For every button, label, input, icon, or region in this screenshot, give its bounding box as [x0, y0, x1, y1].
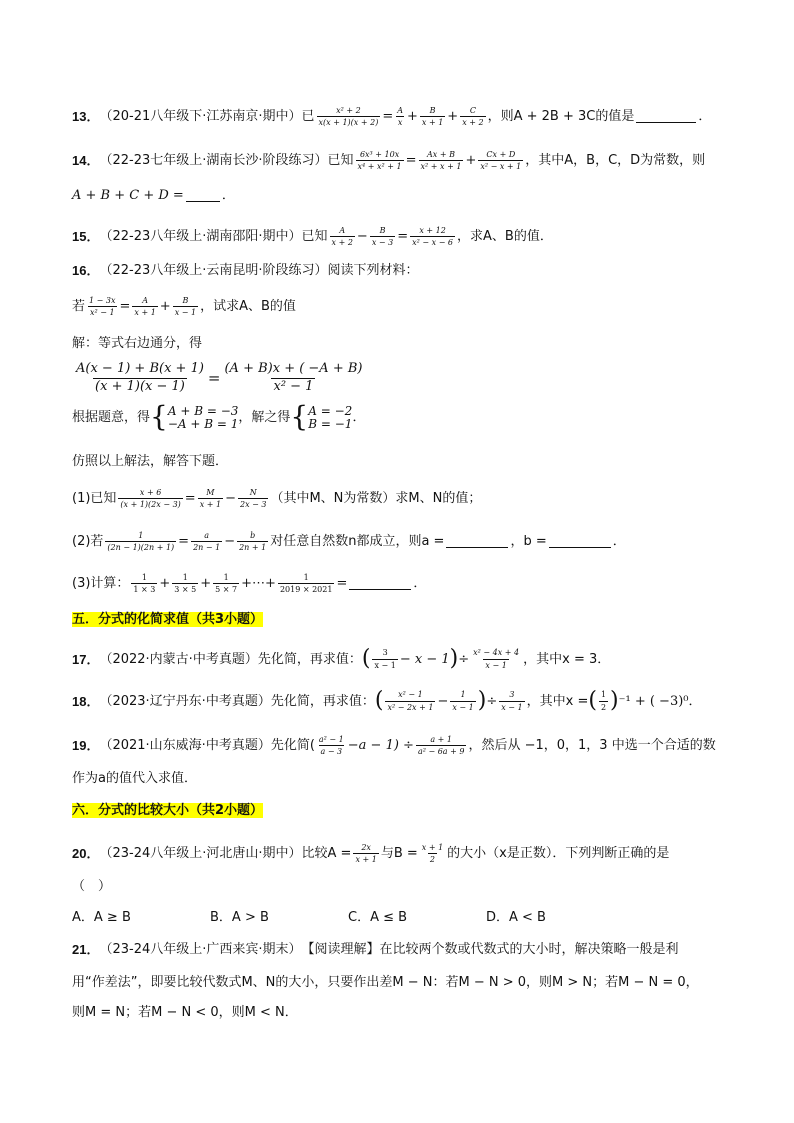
answer-blank[interactable] [349, 577, 411, 590]
question-14: 14． （22-23七年级上·湖南长沙·阶段练习） 已知 $\frac{\text{6x³ + 10x}}{\text{x⁴ + x² + 1}}$ = $\frac{Ax + B}{\text{x² + x + 1}}$ + $\frac{Cx + D}{\text{x² − x + 1}}$ ，其中A，B，C，D为常数，则 [72, 150, 706, 172]
question-13: 13． （20-21八年级下·江苏南京·期中） 已 $\frac{\text{x² + 2}}{x(x + 1)(x + 2)}$ = $\frac{A}{x}$ + $\frac{B}{x + 1}$ + $\frac{C}{x + 2}$ ，则A + 2B + 3C的值是 ． [72, 106, 712, 128]
section-5-heading: 五．分式的化简求值（共3小题） [72, 612, 264, 627]
section-6-heading: 六．分式的比较大小（共2小题） [72, 803, 264, 818]
q16-part1: (1)已知 $\frac{x + 6}{(x + 1)(2x - 3)}$ = $\frac{M}{x + 1}$ − $\frac{N}{2x - 3}$ （其中M、N为常数）求M、N的值； [72, 488, 482, 510]
question-19-line2: 作为a的值代入求值． [72, 771, 197, 786]
answer-blank-a[interactable] [446, 535, 508, 548]
q16-part3: (3)计算： $\frac{1}{1 \times 3}$ + $\frac{1}{3 \times 5}$ + $\frac{1}{5 \times 7}$ +⋯+ $\frac{1}{2019 \times 2021}$ = ． [72, 573, 427, 595]
q16-solution-intro: 解：等式右边通分，得 [72, 336, 203, 351]
question-14-line2: A + B + C + D = ． [72, 188, 235, 203]
option-a[interactable]: A．A ≥ B [72, 910, 131, 925]
q16-given: 若 $\frac{1 - 3x}{\text{x² − 1}}$ = $\frac{A}{x + 1}$ + $\frac{B}{x - 1}$ ，试求A、B的值 [72, 296, 296, 318]
question-21: 21． （23-24八年级上·广西来宾·期末） 【阅读理解】在比较两个数或代数式的大小时，解决策略一般是利 [72, 942, 679, 957]
answer-blank-b[interactable] [549, 535, 611, 548]
question-21-line3: 则M = N；若M − N < 0，则M < N． [72, 1005, 298, 1020]
question-19: 19． （2021·山东威海·中考真题） 先化简( $\frac{\text{a² − 1}}{a - 3}$ −a − 1) ÷ $\frac{a + 1}{\text{a² − 6a + 9}}$ ，然后从 −1，0，1，3 中选一个合适的数 [72, 735, 716, 757]
option-d[interactable]: D．A < B [486, 910, 546, 925]
question-15: 15． （22-23八年级上·湖南邵阳·期中） 已知 $\frac{A}{x + 2}$ − $\frac{B}{x - 3}$ = $\frac{x + 12}{\text{x² − x − 6}}$ ，求A、B的值． [72, 226, 553, 248]
q16-system: 根据题意，得 { A + B = −3 −A + B = 1 ，解之得 { A = −2 B = −1 ． [72, 400, 366, 434]
question-16: 16． （22-23八年级上·云南昆明·阶段练习） 阅读下列材料： [72, 263, 419, 278]
fraction: $\frac{\text{x² + 2}}{x(x + 1)(x + 2)}$ [318, 106, 379, 128]
q16-imitate: 仿照以上解法，解答下题． [72, 454, 229, 469]
question-21-line2: 用“作差法”，即要比较代数式M、N的大小，只要作出差M − N：若M − N > 0，则M > N；若M − N = 0， [72, 975, 699, 990]
option-b[interactable]: B．A > B [210, 910, 269, 925]
question-17: 17． （2022·内蒙古·中考真题） 先化简，再求值： ( $\frac{3}{x - 1}$ − x − 1 ) ÷ $\frac{\text{x² − 4x + 4}}{x - 1}$ ，其中x = 3． [72, 646, 611, 671]
question-20-options [72, 911, 624, 924]
option-c[interactable]: C．A ≤ B [348, 910, 408, 925]
q16-equation: $\frac{A(x - 1) + B(x + 1)}{(x + 1)(x - 1)}$ = $\frac{(A + B)x + ( -A + B)}{\text{x² − 1}}$ [76, 361, 363, 394]
question-20: 20． （23-24八年级上·河北唐山·期中） 比较A = $\frac{2x}{x + 1}$ 与B = $\frac{x + 1}{2}$ 的大小（x是正数）．下列判断正确的是 [72, 843, 670, 865]
answer-blank[interactable] [636, 110, 696, 123]
question-18: 18． （2023·辽宁丹东·中考真题） 先化简，再求值： ( $\frac{\text{x² − 1}}{\text{x² − 2x + 1}}$ − $\frac{1}{x - 1}$ ) ÷ $\frac{3}{x - 1}$ ，其中x = ( $\frac{1}{2}$ ) ⁻¹ + ( −3)⁰． [72, 688, 702, 713]
q16-part2: (2)若 $\frac{1}{(2n - 1)(2n + 1)}$ = $\frac{a}{2n - 1}$ − $\frac{b}{2n + 1}$ 对任意自然数n都成立，则a = ，b = ． [72, 531, 626, 553]
question-20-paren: （ ） [72, 879, 112, 894]
answer-blank[interactable] [186, 189, 220, 202]
